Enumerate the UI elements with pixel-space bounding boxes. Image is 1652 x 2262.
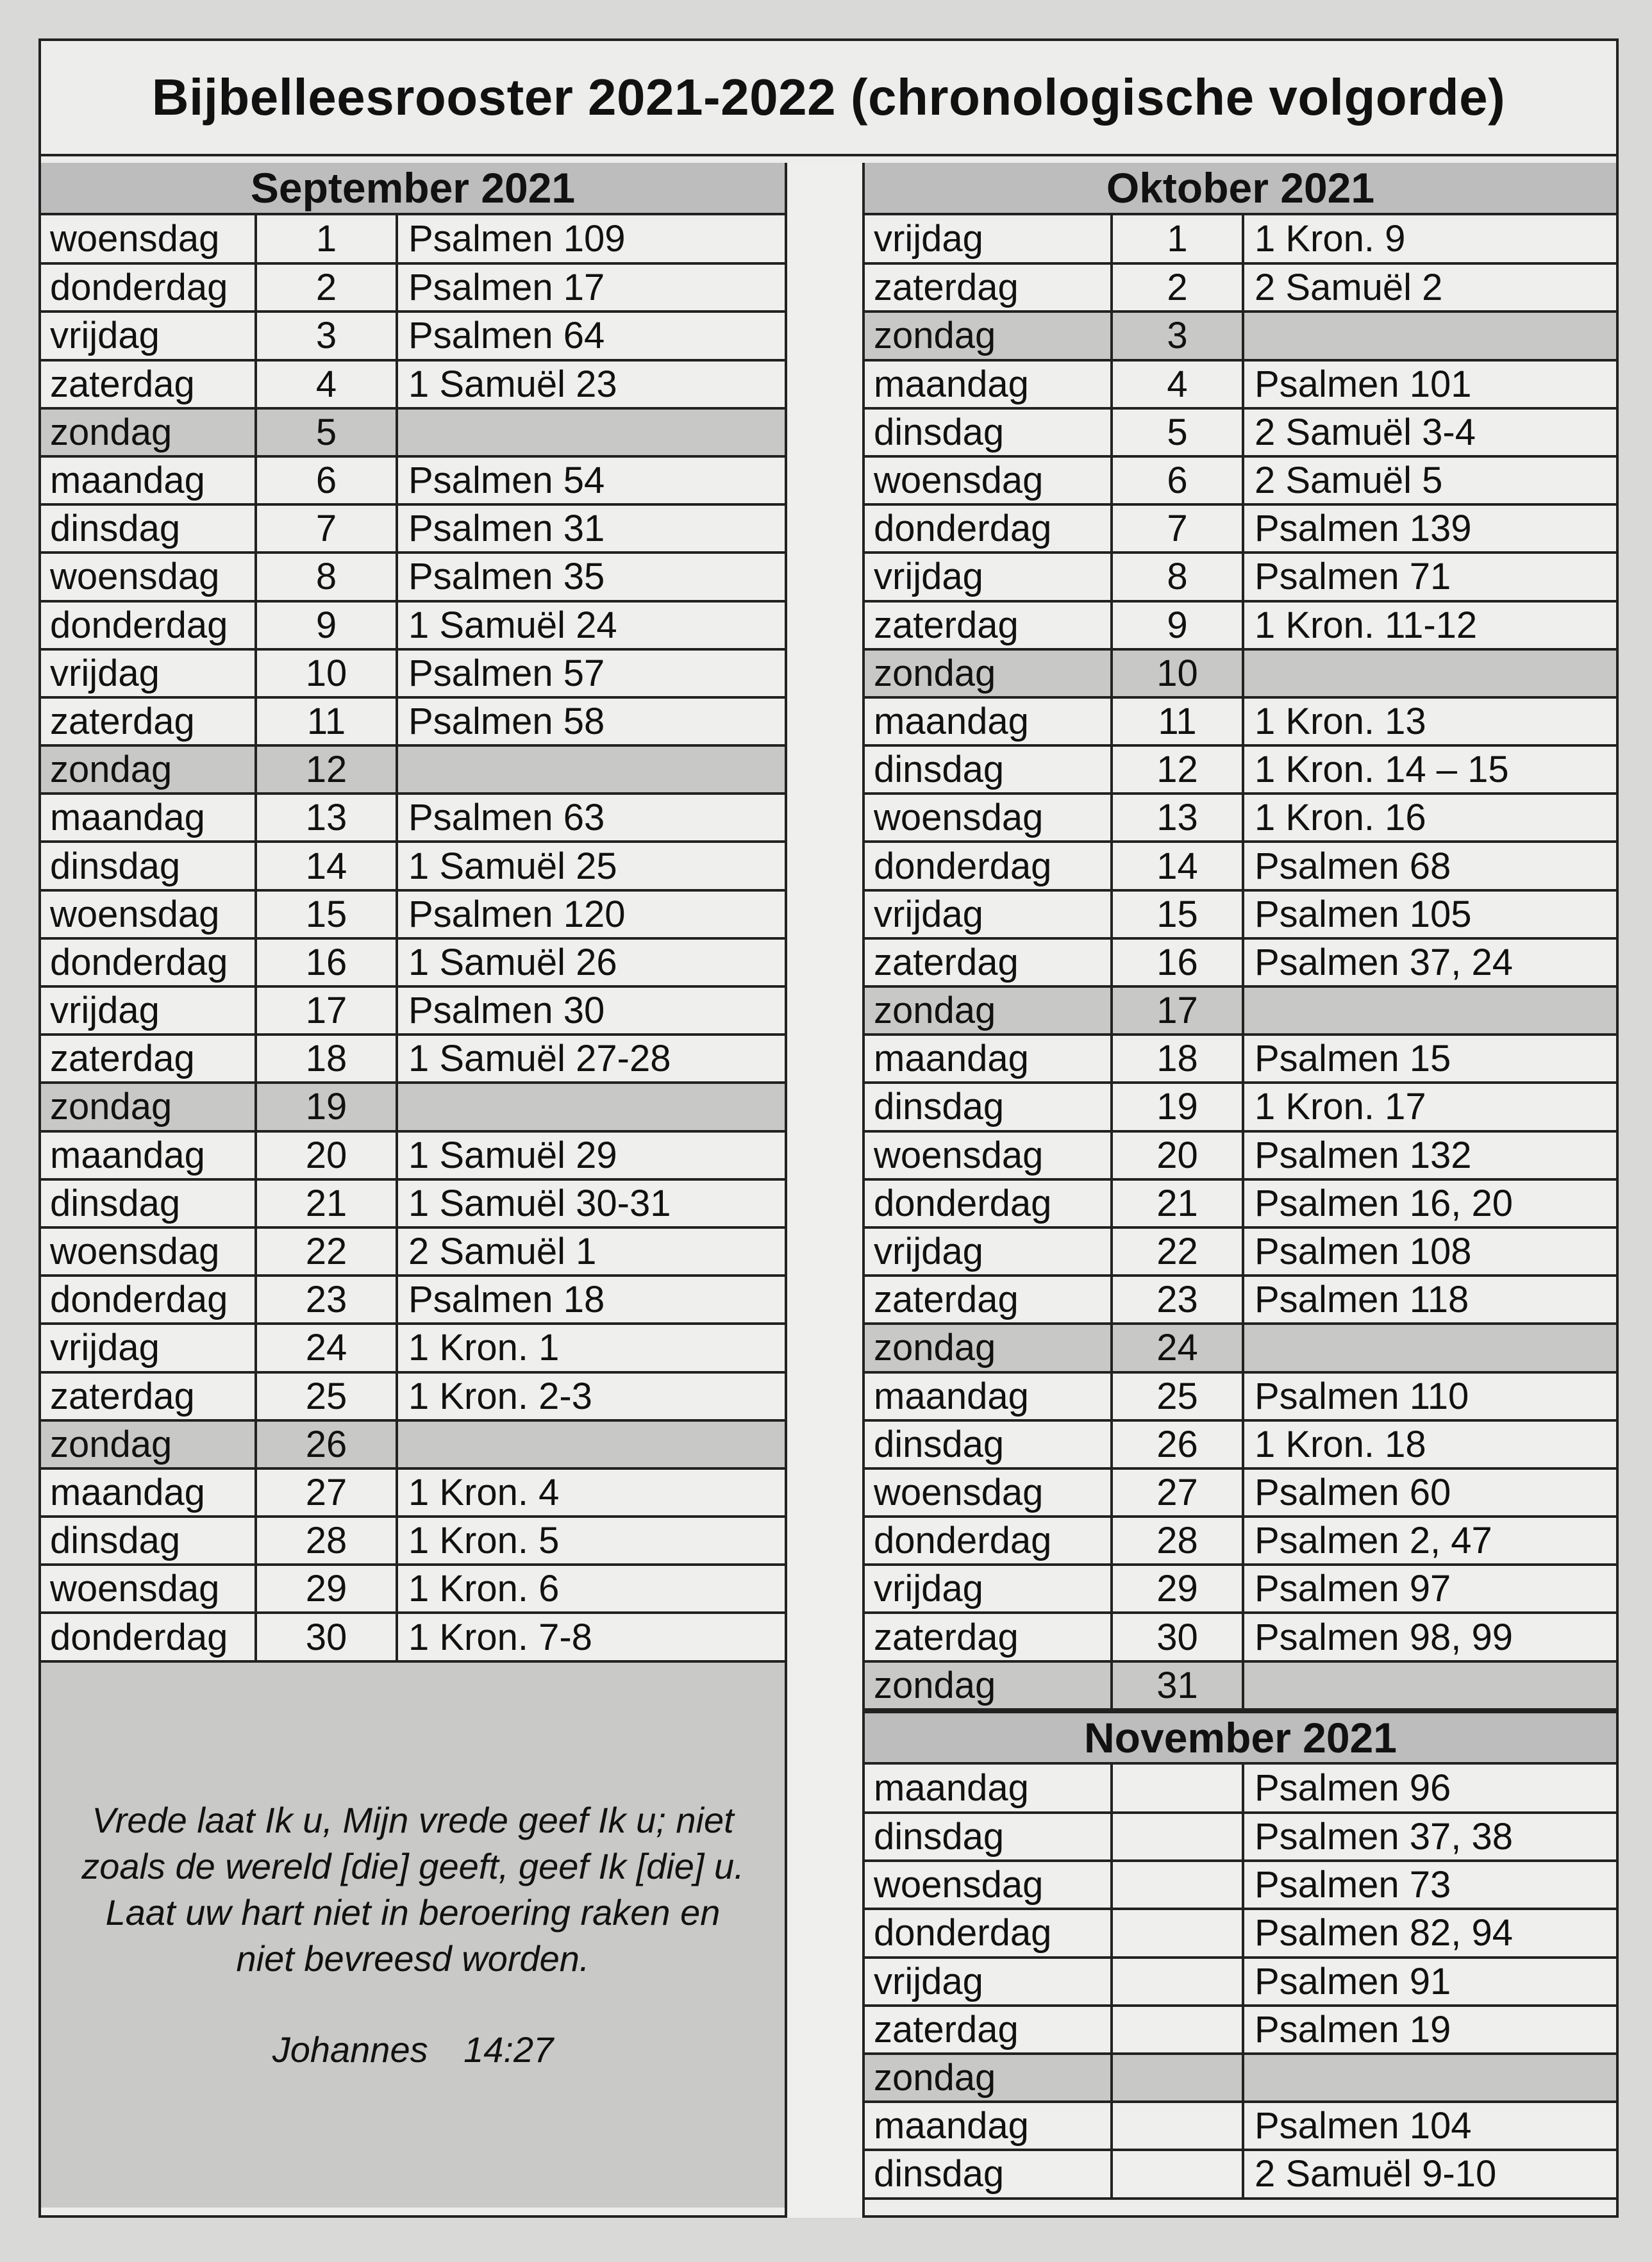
reading-cell bbox=[1243, 986, 1616, 1035]
date-cell: 31 bbox=[1112, 1661, 1243, 1709]
schedule-row bbox=[41, 456, 785, 504]
schedule-row bbox=[865, 360, 1616, 408]
date-cell: 4 bbox=[256, 360, 397, 408]
day-cell: zondag bbox=[41, 1420, 256, 1468]
date-cell: 26 bbox=[256, 1420, 397, 1468]
date-cell: 16 bbox=[256, 938, 397, 986]
date-cell: 14 bbox=[256, 842, 397, 890]
date-cell: 21 bbox=[256, 1179, 397, 1227]
schedule-row bbox=[41, 1468, 785, 1517]
reading-cell: Psalmen 35 bbox=[397, 553, 785, 601]
schedule-row bbox=[41, 1083, 785, 1131]
schedule-row bbox=[865, 649, 1616, 697]
reading-cell: Psalmen 17 bbox=[397, 263, 785, 312]
date-cell: 24 bbox=[1112, 1324, 1243, 1372]
reading-cell: 1 Samuël 29 bbox=[397, 1131, 785, 1179]
date-cell: 22 bbox=[1112, 1227, 1243, 1276]
schedule-row bbox=[865, 408, 1616, 456]
schedule-row bbox=[865, 1613, 1616, 1661]
schedule-row bbox=[41, 1179, 785, 1227]
day-cell: zaterdag bbox=[41, 1372, 256, 1420]
day-cell: maandag bbox=[41, 1468, 256, 1517]
schedule-row bbox=[865, 938, 1616, 986]
date-cell bbox=[1112, 2102, 1243, 2150]
schedule-row bbox=[41, 263, 785, 312]
date-cell: 7 bbox=[256, 504, 397, 553]
reading-cell: Psalmen 98, 99 bbox=[1243, 1613, 1616, 1661]
reading-cell: Psalmen 68 bbox=[1243, 842, 1616, 890]
quote-line: zoals de wereld [die] geeft, geef Ik [die] u. bbox=[81, 1845, 744, 1886]
date-cell bbox=[1112, 2054, 1243, 2102]
date-cell: 21 bbox=[1112, 1179, 1243, 1227]
quote-reference: Johannes 14:27 bbox=[272, 2029, 554, 2070]
page-title: Bijbelleesrooster 2021-2022 (chronologische volgorde) bbox=[41, 41, 1616, 156]
reading-cell: Psalmen 105 bbox=[1243, 890, 1616, 938]
date-cell: 27 bbox=[256, 1468, 397, 1517]
reading-cell: 1 Samuël 23 bbox=[397, 360, 785, 408]
schedule-row bbox=[865, 697, 1616, 745]
day-cell: donderdag bbox=[865, 1179, 1112, 1227]
day-cell: zondag bbox=[865, 312, 1112, 360]
reading-cell: 1 Kron. 5 bbox=[397, 1517, 785, 1565]
date-cell: 30 bbox=[256, 1613, 397, 1661]
date-cell: 19 bbox=[256, 1083, 397, 1131]
reading-cell bbox=[1243, 1324, 1616, 1372]
date-cell bbox=[1112, 1909, 1243, 1957]
day-cell: vrijdag bbox=[865, 215, 1112, 263]
reading-cell bbox=[397, 745, 785, 794]
day-cell: vrijdag bbox=[865, 1565, 1112, 1613]
reading-cell: 1 Samuël 24 bbox=[397, 601, 785, 649]
reading-cell: 2 Samuël 3-4 bbox=[1243, 408, 1616, 456]
date-cell: 6 bbox=[1112, 456, 1243, 504]
date-cell: 13 bbox=[256, 794, 397, 842]
reading-cell bbox=[397, 1420, 785, 1468]
day-cell: dinsdag bbox=[865, 1083, 1112, 1131]
date-cell: 3 bbox=[1112, 312, 1243, 360]
schedule-row bbox=[41, 986, 785, 1035]
reading-cell: 2 Samuël 9-10 bbox=[1243, 2150, 1616, 2198]
reading-cell bbox=[397, 1083, 785, 1131]
schedule-row bbox=[865, 312, 1616, 360]
day-cell: vrijdag bbox=[41, 1324, 256, 1372]
schedule-row bbox=[41, 215, 785, 263]
reading-cell: 1 Kron. 18 bbox=[1243, 1420, 1616, 1468]
reading-cell: Psalmen 18 bbox=[397, 1276, 785, 1324]
reading-cell: Psalmen 60 bbox=[1243, 1468, 1616, 1517]
schedule-row bbox=[41, 697, 785, 745]
day-cell: woensdag bbox=[865, 794, 1112, 842]
day-cell: dinsdag bbox=[41, 1179, 256, 1227]
schedule-row bbox=[41, 1565, 785, 1613]
reading-cell: 1 Kron. 6 bbox=[397, 1565, 785, 1613]
day-cell: maandag bbox=[865, 360, 1112, 408]
schedule-row bbox=[865, 1035, 1616, 1083]
oktober-table bbox=[865, 215, 1616, 1711]
day-cell: donderdag bbox=[41, 938, 256, 986]
schedule-row bbox=[41, 1372, 785, 1420]
day-cell: donderdag bbox=[41, 1613, 256, 1661]
day-cell: vrijdag bbox=[865, 553, 1112, 601]
date-cell: 25 bbox=[256, 1372, 397, 1420]
reading-cell: 1 Kron. 14 – 15 bbox=[1243, 745, 1616, 794]
schedule-row bbox=[865, 1958, 1616, 2006]
schedule-row bbox=[41, 745, 785, 794]
day-cell: maandag bbox=[865, 1372, 1112, 1420]
reading-cell: Psalmen 31 bbox=[397, 504, 785, 553]
reading-cell: 2 Samuël 5 bbox=[1243, 456, 1616, 504]
date-cell: 29 bbox=[256, 1565, 397, 1613]
reading-cell: Psalmen 73 bbox=[1243, 1861, 1616, 1909]
schedule-row bbox=[41, 312, 785, 360]
schedule-row bbox=[865, 263, 1616, 312]
day-cell: dinsdag bbox=[41, 1517, 256, 1565]
schedule-sheet bbox=[38, 38, 1619, 2218]
schedule-row bbox=[865, 1227, 1616, 1276]
schedule-row bbox=[865, 215, 1616, 263]
reading-cell: Psalmen 96 bbox=[1243, 1765, 1616, 1813]
quote-line: niet bevreesd worden. bbox=[236, 1938, 590, 1979]
reading-cell: Psalmen 37, 38 bbox=[1243, 1813, 1616, 1861]
reading-cell: Psalmen 57 bbox=[397, 649, 785, 697]
reading-cell bbox=[1243, 1661, 1616, 1709]
schedule-row bbox=[41, 504, 785, 553]
reading-cell: 1 Kron. 17 bbox=[1243, 1083, 1616, 1131]
day-cell: woensdag bbox=[865, 456, 1112, 504]
day-cell: woensdag bbox=[41, 1565, 256, 1613]
date-cell: 16 bbox=[1112, 938, 1243, 986]
date-cell: 2 bbox=[1112, 263, 1243, 312]
day-cell: vrijdag bbox=[41, 312, 256, 360]
schedule-row bbox=[865, 1565, 1616, 1613]
date-cell: 9 bbox=[256, 601, 397, 649]
day-cell: maandag bbox=[865, 2102, 1112, 2150]
reading-cell: 1 Kron. 7-8 bbox=[397, 1613, 785, 1661]
day-cell: dinsdag bbox=[41, 504, 256, 553]
date-cell: 3 bbox=[256, 312, 397, 360]
day-cell: zondag bbox=[865, 1324, 1112, 1372]
oktober-header: Oktober 2021 bbox=[865, 163, 1616, 215]
day-cell: woensdag bbox=[41, 215, 256, 263]
reading-cell: Psalmen 97 bbox=[1243, 1565, 1616, 1613]
day-cell: zaterdag bbox=[865, 1276, 1112, 1324]
day-cell: donderdag bbox=[41, 601, 256, 649]
day-cell: maandag bbox=[865, 1765, 1112, 1813]
schedule-row bbox=[41, 1131, 785, 1179]
reading-cell: Psalmen 54 bbox=[397, 456, 785, 504]
schedule-row bbox=[41, 1517, 785, 1565]
day-cell: dinsdag bbox=[865, 2150, 1112, 2198]
schedule-row bbox=[865, 745, 1616, 794]
schedule-row bbox=[865, 1468, 1616, 1517]
schedule-row bbox=[41, 1324, 785, 1372]
day-cell: dinsdag bbox=[865, 1813, 1112, 1861]
reading-cell: Psalmen 120 bbox=[397, 890, 785, 938]
schedule-row bbox=[865, 2006, 1616, 2054]
date-cell bbox=[1112, 1861, 1243, 1909]
schedule-row bbox=[41, 1227, 785, 1276]
reading-cell: 1 Kron. 9 bbox=[1243, 215, 1616, 263]
reading-cell: Psalmen 101 bbox=[1243, 360, 1616, 408]
day-cell: zaterdag bbox=[865, 601, 1112, 649]
schedule-row bbox=[865, 2150, 1616, 2198]
day-cell: zaterdag bbox=[865, 938, 1112, 986]
reading-cell bbox=[397, 408, 785, 456]
reading-cell: Psalmen 139 bbox=[1243, 504, 1616, 553]
date-cell: 14 bbox=[1112, 842, 1243, 890]
quote-line: Vrede laat Ik u, Mijn vrede geef Ik u; niet bbox=[92, 1799, 734, 1840]
date-cell: 23 bbox=[1112, 1276, 1243, 1324]
day-cell: zondag bbox=[865, 986, 1112, 1035]
schedule-row bbox=[865, 1813, 1616, 1861]
reading-cell: Psalmen 58 bbox=[397, 697, 785, 745]
quote-line: Laat uw hart niet in beroering raken en bbox=[105, 1892, 721, 1933]
schedule-row bbox=[865, 1420, 1616, 1468]
schedule-row bbox=[41, 553, 785, 601]
date-cell: 5 bbox=[256, 408, 397, 456]
day-cell: maandag bbox=[865, 1035, 1112, 1083]
schedule-row bbox=[865, 1909, 1616, 1957]
day-cell: vrijdag bbox=[41, 649, 256, 697]
reading-cell bbox=[1243, 649, 1616, 697]
bible-quote bbox=[41, 1663, 785, 2208]
reading-cell: 1 Samuël 25 bbox=[397, 842, 785, 890]
date-cell: 20 bbox=[1112, 1131, 1243, 1179]
day-cell: zaterdag bbox=[41, 360, 256, 408]
day-cell: maandag bbox=[41, 794, 256, 842]
schedule-row bbox=[865, 601, 1616, 649]
day-cell: donderdag bbox=[865, 1517, 1112, 1565]
date-cell: 9 bbox=[1112, 601, 1243, 649]
schedule-row bbox=[41, 408, 785, 456]
reading-cell: Psalmen 132 bbox=[1243, 1131, 1616, 1179]
day-cell: zaterdag bbox=[865, 2006, 1112, 2054]
date-cell: 27 bbox=[1112, 1468, 1243, 1517]
day-cell: woensdag bbox=[865, 1131, 1112, 1179]
day-cell: zaterdag bbox=[41, 1035, 256, 1083]
day-cell: vrijdag bbox=[865, 890, 1112, 938]
date-cell: 4 bbox=[1112, 360, 1243, 408]
day-cell: vrijdag bbox=[865, 1227, 1112, 1276]
day-cell: donderdag bbox=[41, 263, 256, 312]
date-cell: 1 bbox=[256, 215, 397, 263]
reading-cell: Psalmen 104 bbox=[1243, 2102, 1616, 2150]
day-cell: donderdag bbox=[865, 504, 1112, 553]
schedule-row bbox=[865, 504, 1616, 553]
date-cell: 22 bbox=[256, 1227, 397, 1276]
date-cell: 11 bbox=[1112, 697, 1243, 745]
date-cell: 18 bbox=[256, 1035, 397, 1083]
date-cell: 26 bbox=[1112, 1420, 1243, 1468]
september-header: September 2021 bbox=[41, 163, 785, 215]
day-cell: woensdag bbox=[41, 553, 256, 601]
date-cell: 11 bbox=[256, 697, 397, 745]
date-cell bbox=[1112, 1958, 1243, 2006]
reading-cell: Psalmen 15 bbox=[1243, 1035, 1616, 1083]
schedule-row bbox=[41, 601, 785, 649]
schedule-row bbox=[865, 1131, 1616, 1179]
date-cell: 10 bbox=[256, 649, 397, 697]
date-cell: 15 bbox=[256, 890, 397, 938]
day-cell: zondag bbox=[865, 649, 1112, 697]
date-cell bbox=[1112, 2150, 1243, 2198]
date-cell: 8 bbox=[1112, 553, 1243, 601]
reading-cell: Psalmen 64 bbox=[397, 312, 785, 360]
date-cell bbox=[1112, 1813, 1243, 1861]
column-gutter bbox=[785, 163, 865, 2218]
reading-cell: Psalmen 71 bbox=[1243, 553, 1616, 601]
day-cell: dinsdag bbox=[865, 408, 1112, 456]
date-cell: 8 bbox=[256, 553, 397, 601]
day-cell: dinsdag bbox=[865, 745, 1112, 794]
reading-cell: Psalmen 37, 24 bbox=[1243, 938, 1616, 986]
schedule-row bbox=[41, 360, 785, 408]
date-cell: 12 bbox=[1112, 745, 1243, 794]
reading-cell: Psalmen 109 bbox=[397, 215, 785, 263]
date-cell bbox=[1112, 1765, 1243, 1813]
schedule-row bbox=[865, 842, 1616, 890]
date-cell: 28 bbox=[1112, 1517, 1243, 1565]
reading-cell: 1 Kron. 4 bbox=[397, 1468, 785, 1517]
date-cell: 17 bbox=[1112, 986, 1243, 1035]
schedule-row bbox=[41, 1035, 785, 1083]
schedule-row bbox=[865, 890, 1616, 938]
day-cell: zondag bbox=[41, 408, 256, 456]
reading-cell: Psalmen 63 bbox=[397, 794, 785, 842]
schedule-row bbox=[865, 1661, 1616, 1709]
date-cell: 29 bbox=[1112, 1565, 1243, 1613]
date-cell: 20 bbox=[256, 1131, 397, 1179]
reading-cell: Psalmen 19 bbox=[1243, 2006, 1616, 2054]
schedule-row bbox=[865, 456, 1616, 504]
schedule-row bbox=[41, 1276, 785, 1324]
september-table bbox=[41, 215, 785, 1663]
day-cell: woensdag bbox=[865, 1861, 1112, 1909]
date-cell: 7 bbox=[1112, 504, 1243, 553]
schedule-row bbox=[41, 842, 785, 890]
schedule-row bbox=[865, 1276, 1616, 1324]
day-cell: dinsdag bbox=[865, 1420, 1112, 1468]
day-cell: zondag bbox=[865, 2054, 1112, 2102]
schedule-row bbox=[41, 1613, 785, 1661]
reading-cell: Psalmen 2, 47 bbox=[1243, 1517, 1616, 1565]
schedule-row bbox=[41, 649, 785, 697]
date-cell: 5 bbox=[1112, 408, 1243, 456]
schedule-row bbox=[865, 553, 1616, 601]
reading-cell: Psalmen 110 bbox=[1243, 1372, 1616, 1420]
day-cell: woensdag bbox=[41, 890, 256, 938]
schedule-row bbox=[41, 1420, 785, 1468]
schedule-row bbox=[865, 1517, 1616, 1565]
reading-cell: Psalmen 82, 94 bbox=[1243, 1909, 1616, 1957]
reading-cell: 2 Samuël 1 bbox=[397, 1227, 785, 1276]
day-cell: maandag bbox=[41, 456, 256, 504]
reading-cell: 1 Kron. 1 bbox=[397, 1324, 785, 1372]
date-cell: 2 bbox=[256, 263, 397, 312]
date-cell: 1 bbox=[1112, 215, 1243, 263]
reading-cell: 1 Samuël 27-28 bbox=[397, 1035, 785, 1083]
date-cell: 10 bbox=[1112, 649, 1243, 697]
day-cell: zondag bbox=[41, 745, 256, 794]
reading-cell: 1 Kron. 2-3 bbox=[397, 1372, 785, 1420]
reading-cell: Psalmen 16, 20 bbox=[1243, 1179, 1616, 1227]
reading-cell: Psalmen 118 bbox=[1243, 1276, 1616, 1324]
schedule-row bbox=[865, 794, 1616, 842]
schedule-row bbox=[865, 1083, 1616, 1131]
day-cell: maandag bbox=[41, 1131, 256, 1179]
date-cell: 25 bbox=[1112, 1372, 1243, 1420]
reading-cell: 1 Samuël 30-31 bbox=[397, 1179, 785, 1227]
november-header: November 2021 bbox=[865, 1711, 1616, 1765]
date-cell: 30 bbox=[1112, 1613, 1243, 1661]
day-cell: vrijdag bbox=[41, 986, 256, 1035]
reading-cell: Psalmen 30 bbox=[397, 986, 785, 1035]
reading-cell: 1 Kron. 16 bbox=[1243, 794, 1616, 842]
reading-cell: 2 Samuël 2 bbox=[1243, 263, 1616, 312]
reading-cell: 1 Samuël 26 bbox=[397, 938, 785, 986]
schedule-row bbox=[865, 1324, 1616, 1372]
date-cell: 6 bbox=[256, 456, 397, 504]
schedule-row bbox=[865, 2102, 1616, 2150]
reading-cell: Psalmen 91 bbox=[1243, 1958, 1616, 2006]
date-cell: 19 bbox=[1112, 1083, 1243, 1131]
day-cell: zaterdag bbox=[41, 697, 256, 745]
schedule-row bbox=[865, 986, 1616, 1035]
schedule-row bbox=[41, 890, 785, 938]
schedule-row bbox=[865, 1765, 1616, 1813]
reading-cell bbox=[1243, 312, 1616, 360]
reading-cell bbox=[1243, 2054, 1616, 2102]
day-cell: zaterdag bbox=[865, 1613, 1112, 1661]
reading-cell: 1 Kron. 13 bbox=[1243, 697, 1616, 745]
reading-cell: 1 Kron. 11-12 bbox=[1243, 601, 1616, 649]
day-cell: vrijdag bbox=[865, 1958, 1112, 2006]
date-cell: 28 bbox=[256, 1517, 397, 1565]
schedule-row bbox=[41, 794, 785, 842]
september-column bbox=[41, 163, 785, 2208]
date-cell: 24 bbox=[256, 1324, 397, 1372]
day-cell: donderdag bbox=[41, 1276, 256, 1324]
day-cell: woensdag bbox=[865, 1468, 1112, 1517]
november-table bbox=[865, 1765, 1616, 2200]
day-cell: zaterdag bbox=[865, 263, 1112, 312]
schedule-row bbox=[865, 1372, 1616, 1420]
day-cell: donderdag bbox=[865, 842, 1112, 890]
date-cell: 12 bbox=[256, 745, 397, 794]
oktober-november-column bbox=[865, 163, 1616, 2200]
reading-cell: Psalmen 108 bbox=[1243, 1227, 1616, 1276]
day-cell: donderdag bbox=[865, 1909, 1112, 1957]
date-cell: 23 bbox=[256, 1276, 397, 1324]
schedule-row bbox=[865, 1179, 1616, 1227]
schedule-row bbox=[865, 1861, 1616, 1909]
schedule-row bbox=[865, 2054, 1616, 2102]
date-cell: 13 bbox=[1112, 794, 1243, 842]
date-cell: 15 bbox=[1112, 890, 1243, 938]
day-cell: dinsdag bbox=[41, 842, 256, 890]
date-cell: 18 bbox=[1112, 1035, 1243, 1083]
day-cell: zondag bbox=[865, 1661, 1112, 1709]
date-cell: 17 bbox=[256, 986, 397, 1035]
day-cell: zondag bbox=[41, 1083, 256, 1131]
schedule-row bbox=[41, 938, 785, 986]
date-cell bbox=[1112, 2006, 1243, 2054]
day-cell: maandag bbox=[865, 697, 1112, 745]
day-cell: woensdag bbox=[41, 1227, 256, 1276]
